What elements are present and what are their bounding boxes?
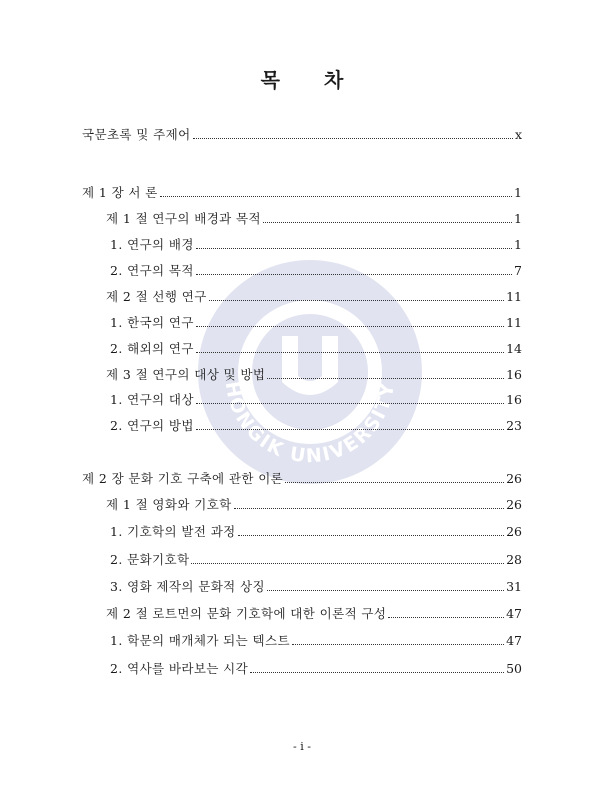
toc-entry-label: 1. 연구의 대상 (110, 392, 194, 407)
toc-entry-label: 제 1 절 영화와 기호학 (106, 497, 232, 512)
toc-dot-leader (193, 137, 513, 139)
toc-entry-page: 26 (506, 497, 522, 512)
toc-dot-leader (191, 562, 504, 564)
toc-dot-leader (263, 221, 512, 223)
toc-entry-page: 23 (506, 418, 522, 433)
toc-entry-page: 26 (506, 471, 522, 486)
toc-entry-label: 제 1 장 서 론 (82, 185, 158, 200)
toc-entry-page: 16 (506, 367, 522, 382)
toc-entry-subsection[interactable] (110, 524, 522, 540)
toc-entry-chapter-1[interactable] (82, 185, 522, 201)
toc-entry-page: 7 (514, 263, 522, 278)
toc-entry-section[interactable] (106, 497, 522, 513)
toc-entry-label: 제 2 절 선행 연구 (106, 289, 207, 304)
toc-entry-subsection[interactable] (110, 237, 522, 253)
title-part-2: 차 (324, 68, 344, 92)
toc-entry-page: 31 (506, 579, 522, 594)
toc-entry-page: 11 (506, 289, 522, 304)
toc-entry-subsection[interactable] (110, 315, 522, 331)
toc-entry-section[interactable] (106, 606, 522, 622)
toc-dot-leader (388, 616, 504, 618)
toc-dot-leader (196, 325, 504, 327)
toc-entry-label: 2. 연구의 목적 (110, 263, 194, 278)
toc-entry-label: 2. 문화기호학 (110, 552, 190, 567)
toc-entry-abstract[interactable] (82, 127, 522, 143)
toc-entry-page: 47 (506, 606, 522, 621)
toc-dot-leader (196, 428, 504, 430)
toc-entry-label: 제 1 절 연구의 배경과 목적 (106, 211, 261, 226)
seal-text: HONGIK UNIVERSITY (220, 379, 400, 468)
toc-dot-leader (196, 247, 512, 249)
toc-entry-chapter-2[interactable] (82, 471, 522, 487)
toc-dot-leader (250, 671, 504, 673)
toc-dot-leader (196, 273, 512, 275)
toc-dot-leader (285, 481, 504, 483)
toc-entry-label: 1. 연구의 배경 (110, 237, 194, 252)
toc-entry-label: 1. 한국의 연구 (110, 315, 194, 330)
toc-entry-subsection[interactable] (110, 579, 522, 595)
toc-dot-leader (267, 377, 504, 379)
toc-entry-subsection[interactable] (110, 263, 522, 279)
toc-entry-label: 3. 영화 제작의 문화적 상징 (110, 579, 265, 594)
toc-entry-page: 16 (506, 392, 522, 407)
toc-entry-subsection[interactable] (110, 661, 522, 677)
toc-dot-leader (238, 534, 504, 536)
toc-dot-leader (209, 299, 504, 301)
toc-entry-subsection[interactable] (110, 392, 522, 408)
toc-dot-leader (196, 402, 504, 404)
toc-entry-page: 47 (506, 633, 522, 648)
toc-dot-leader (292, 643, 504, 645)
page-title (0, 64, 604, 93)
toc-dot-leader (267, 589, 504, 591)
toc-entry-label: 제 3 절 연구의 대상 및 방법 (106, 367, 266, 382)
toc-entry-label: 1. 기호학의 발전 과정 (110, 524, 236, 539)
toc-entry-section[interactable] (106, 289, 522, 305)
toc-dot-leader (160, 195, 512, 197)
page-number: - i - (293, 740, 311, 753)
toc-entry-label: 2. 역사를 바라보는 시각 (110, 661, 249, 676)
toc-entry-subsection[interactable] (110, 341, 522, 357)
toc-entry-subsection[interactable] (110, 552, 522, 568)
toc-dot-leader (234, 507, 504, 509)
toc-entry-label: 1. 학문의 매개체가 되는 텍스트 (110, 633, 290, 648)
toc-entry-label: 제 2 장 문화 기호 구축에 관한 이론 (82, 471, 284, 486)
toc-entry-subsection[interactable] (110, 633, 522, 649)
toc-entry-label: 국문초록 및 주제어 (82, 127, 191, 142)
toc-entry-page: x (514, 127, 522, 142)
toc-entry-subsection[interactable] (110, 418, 522, 434)
toc-entry-page: 14 (506, 341, 522, 356)
toc-entry-page: 28 (506, 552, 522, 567)
toc-entry-page: 1 (514, 185, 522, 200)
toc-entry-section[interactable] (106, 211, 522, 227)
toc-dot-leader (196, 351, 504, 353)
toc-entry-section[interactable] (106, 367, 522, 383)
title-part-1: 목 (260, 68, 280, 92)
toc-entry-label: 제 2 절 로트먼의 문화 기호학에 대한 이론적 구성 (106, 606, 387, 621)
toc-entry-label: 2. 연구의 방법 (110, 418, 194, 433)
toc-entry-label: 2. 해외의 연구 (110, 341, 194, 356)
toc-entry-page: 50 (506, 661, 522, 676)
toc-entry-page: 11 (506, 315, 522, 330)
toc-entry-page: 1 (514, 211, 522, 226)
toc-entry-page: 1 (514, 237, 522, 252)
toc-entry-page: 26 (506, 524, 522, 539)
